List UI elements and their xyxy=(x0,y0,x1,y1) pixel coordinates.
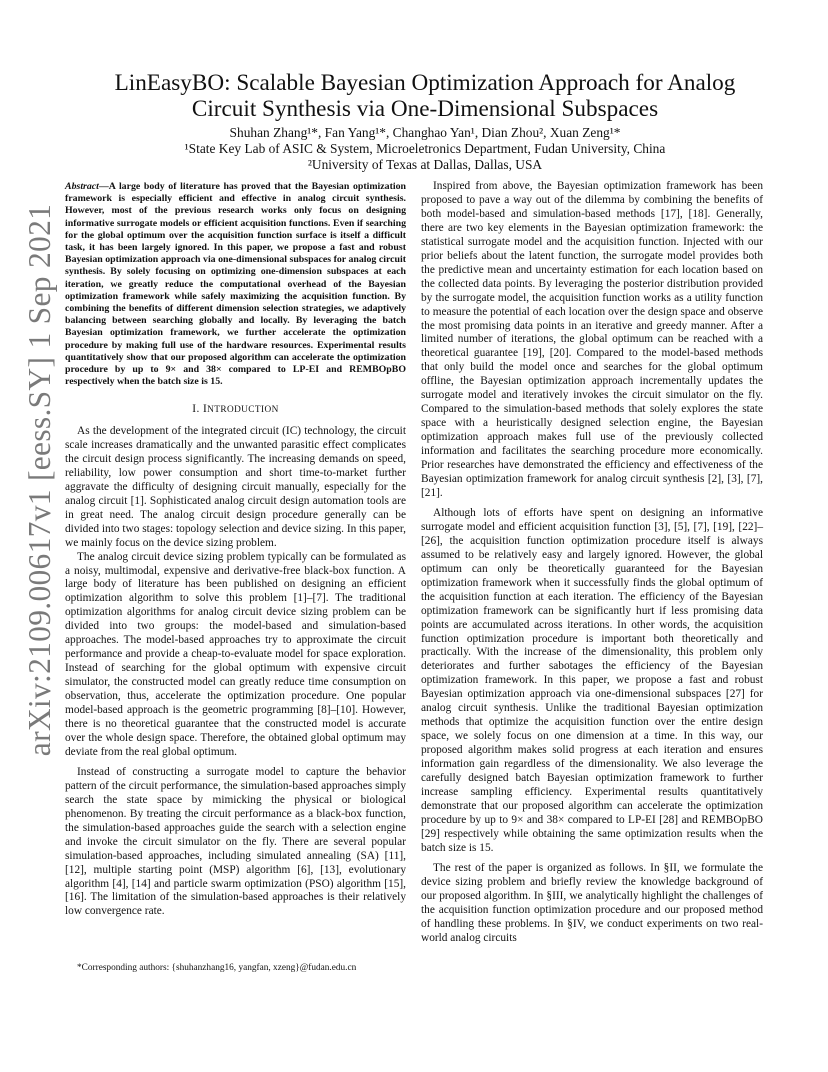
paragraph: The rest of the paper is organized as follows. In §II, we formulate the device sizing problem and briefly review the knowledge background of our proposed algorithm. In §III, we analytically highlight the challenges of the acquisition function optimization procedure and our proposed method of handling these problems. In §IV, we conduct experiments on two real-world analog circuits xyxy=(421,861,763,944)
author-block xyxy=(80,125,770,173)
affiliation-1: ¹State Key Lab of ASIC & System, Microeletronics Department, Fudan University, China xyxy=(184,141,666,156)
abstract-text: —A large body of literature has proved that the Bayesian optimization framework is especially efficient and effective in analog circuit synthesis. However, most of the previous research works only focus on designing informative surrogate models or efficient acquisition functions. Even if searching for the global optimum over the acquisition function surface is itself a difficult task, it has been largely ignored. In this paper, we propose a fast and robust Bayesian optimization approach via one-dimensional subspaces for analog circuit synthesis. By solely focusing on optimizing one-dimension subspaces at each iteration, we greatly reduce the computational overhead of the Bayesian optimization framework while safely maximizing the acquisition function. By combining the benefits of different dimension selection strategies, we adaptively balancing between searching globally and locally. By leveraging the batch Bayesian optimization framework, we further accelerate the optimization procedure by making full use of the hardware resources. Experimental results quantitatively show that our proposed algorithm can accelerate the optimization procedure by up to 9× and 38× compared to LP-EI and REMBOpBO respectively when the batch size is 15. xyxy=(65,181,406,388)
title-line-2: Circuit Synthesis via One-Dimensional Subspaces xyxy=(191,96,659,122)
author-names: Shuhan Zhang¹*, Fan Yang¹*, Changhao Yan¹, Dian Zhou², Xuan Zeng¹* xyxy=(229,125,621,140)
arxiv-sidebar xyxy=(18,203,62,757)
paragraph: Although lots of efforts have spent on designing an informative surrogate model and efficient acquisition function [3], [5], [7], [19], [22]–[26], the acquisition function optimization procedure itself is always assumed to be relatively easy and largely ignored. However, the global optimum can only be theoretically guaranteed for the Bayesian optimization framework when it successfully finds the global optimum of the acquisition function at each iteration. The efficiency of the Bayesian optimization framework can be significantly hurt if less promising data points are accumulated across iterations. In other words, the acquisition function optimization procedure is important both theoretically and practically. With the increase of the dimensionality, this problem only deteriorates and further sabotages the efficiency of the Bayesian optimization framework. In this paper, we propose a fast and robust Bayesian optimization approach via one-dimensional subspaces [27] for analog circuit synthesis. Unlike the traditional Bayesian optimization methods that optimize the acquisition function over the entire design space, we solely focus on one dimension at a time. In this way, our proposed algorithm makes solid progress at each iteration and ensures information gain regardless of the dimensionality. We also leverage the carefully designed batch Bayesian optimization framework to further increase sampling efficiency. Experimental results quantitatively demonstrate that our proposed algorithm can accelerate the optimization procedure by up to 9× and 38× compared to LP-EI [28] and REMBOpBO [29] respectively while obtaining the same optimization results when the batch size is 15. xyxy=(421,506,763,854)
abstract xyxy=(65,181,406,388)
paragraph: Instead of constructing a surrogate model to capture the behavior pattern of the circuit performance, the simulation-based approaches simply search the state space by mimicking the physical or biological phenomenon. By treating the circuit performance as a black-box function, the simulation-based approaches guide the search with a selection engine and invoke the circuit simulator on the fly. There are several popular simulation-based approaches, including simulated annealing (SA) [11], [12], multiple starting point (MSP) algorithm [6], [13], evolutionary algorithm [4], [14] and particle swarm optimization (PSO) algorithm [15], [16]. The limitation of the simulation-based approaches is their relatively low convergence rate. xyxy=(65,765,406,918)
paragraph: The analog circuit device sizing problem typically can be formulated as a noisy, multimodal, expensive and derivative-free black-box function. A large body of literature has been published on designing an efficient optimization algorithm to solve this problem [1]–[7]. The traditional optimization algorithms for analog circuit device sizing problem can be divided into two groups: the model-based and simulation-based approaches. The model-based approaches try to approximate the circuit performance and provide a cheap-to-evaluate model for space exploration. Instead of searching for the global optimum with expensive circuit simulator, the constructed model can greatly reduce time consumption on observation, thus, accelerate the optimization procedure. One popular model-based approach is the geometric programming [8]–[10]. However, there is no theoretical guarantee that the constructed model is accurate over the whole design space. Therefore, the obtained global optimum may deviate from the real global optimum. xyxy=(65,550,406,758)
section-title-rest: NTRODUCTION xyxy=(207,405,279,415)
paragraph: As the development of the integrated circuit (IC) technology, the circuit scale increases dramatically and the unwanted parasitic effect complicates the circuit design process significantly. The increasing demands on speed, reliability, low power consumption and short time-to-market further aggravate the difficulty of designing circuit manually, especially for the analog circuit [1]. Sophisticated analog circuit design automation tools are in great need. The analog circuit design procedure generally can be divided into two stages: topology selection and device sizing. In this paper, we mainly focus on the device sizing problem. xyxy=(65,425,406,549)
left-column-body xyxy=(65,425,406,919)
section-number: I. xyxy=(192,403,200,415)
abstract-label: Abstract xyxy=(65,181,99,192)
title-line-1: LinEasyBO: Scalable Bayesian Optimization Approach for Analog xyxy=(114,70,736,96)
paragraph: Inspired from above, the Bayesian optimization framework has been proposed to pave a way out of the dilemma by combining the benefits of both model-based and simulation-based methods [17], [18]. Generally, there are two key elements in the Bayesian optimization framework: the statistical surrogate model and the acquisition function. Injected with our prior beliefs about the latent function, the surrogate model provides both the predictive mean and uncertainty estimation for each location based on the collected data points. By leveraging the posterior distribution provided by the surrogate model, the acquisition function works as a utility function to measure the potential of each location over the design space and observe the most promising data points in an iterative and greedy manner. After a limited number of iterations, the global optimum can be reached with a theoretical guarantee [19], [20]. Compared to the model-based methods that only build the model once and searches for the global optimum offline, the Bayesian optimization approach incrementally updates the surrogate model and iteratively invokes the circuit simulator on the fly. Compared to the simulation-based methods that solely explores the state space with a heuristically designed selection engine, the Bayesian optimization approach makes full use of the previously collected information and facilitates the searching procedure more economically. Prior researches have demonstrated the efficiency and effectiveness of the Bayesian optimization framework for analog circuit synthesis [2], [3], [7], [21]. xyxy=(421,180,763,499)
section-heading-introduction xyxy=(65,403,406,415)
paper-title xyxy=(80,70,770,122)
section-title-initial: I xyxy=(202,403,208,415)
footnote: *Corresponding authors: {shuhanzhang16, yangfan, xzeng}@fudan.edu.cn xyxy=(77,963,357,973)
affiliation-2: ²University of Texas at Dallas, Dallas, USA xyxy=(307,157,543,172)
right-column-body xyxy=(421,180,763,945)
arxiv-identifier: arXiv:2109.00617v1 [eess.SY] 1 Sep 2021 xyxy=(22,203,57,757)
